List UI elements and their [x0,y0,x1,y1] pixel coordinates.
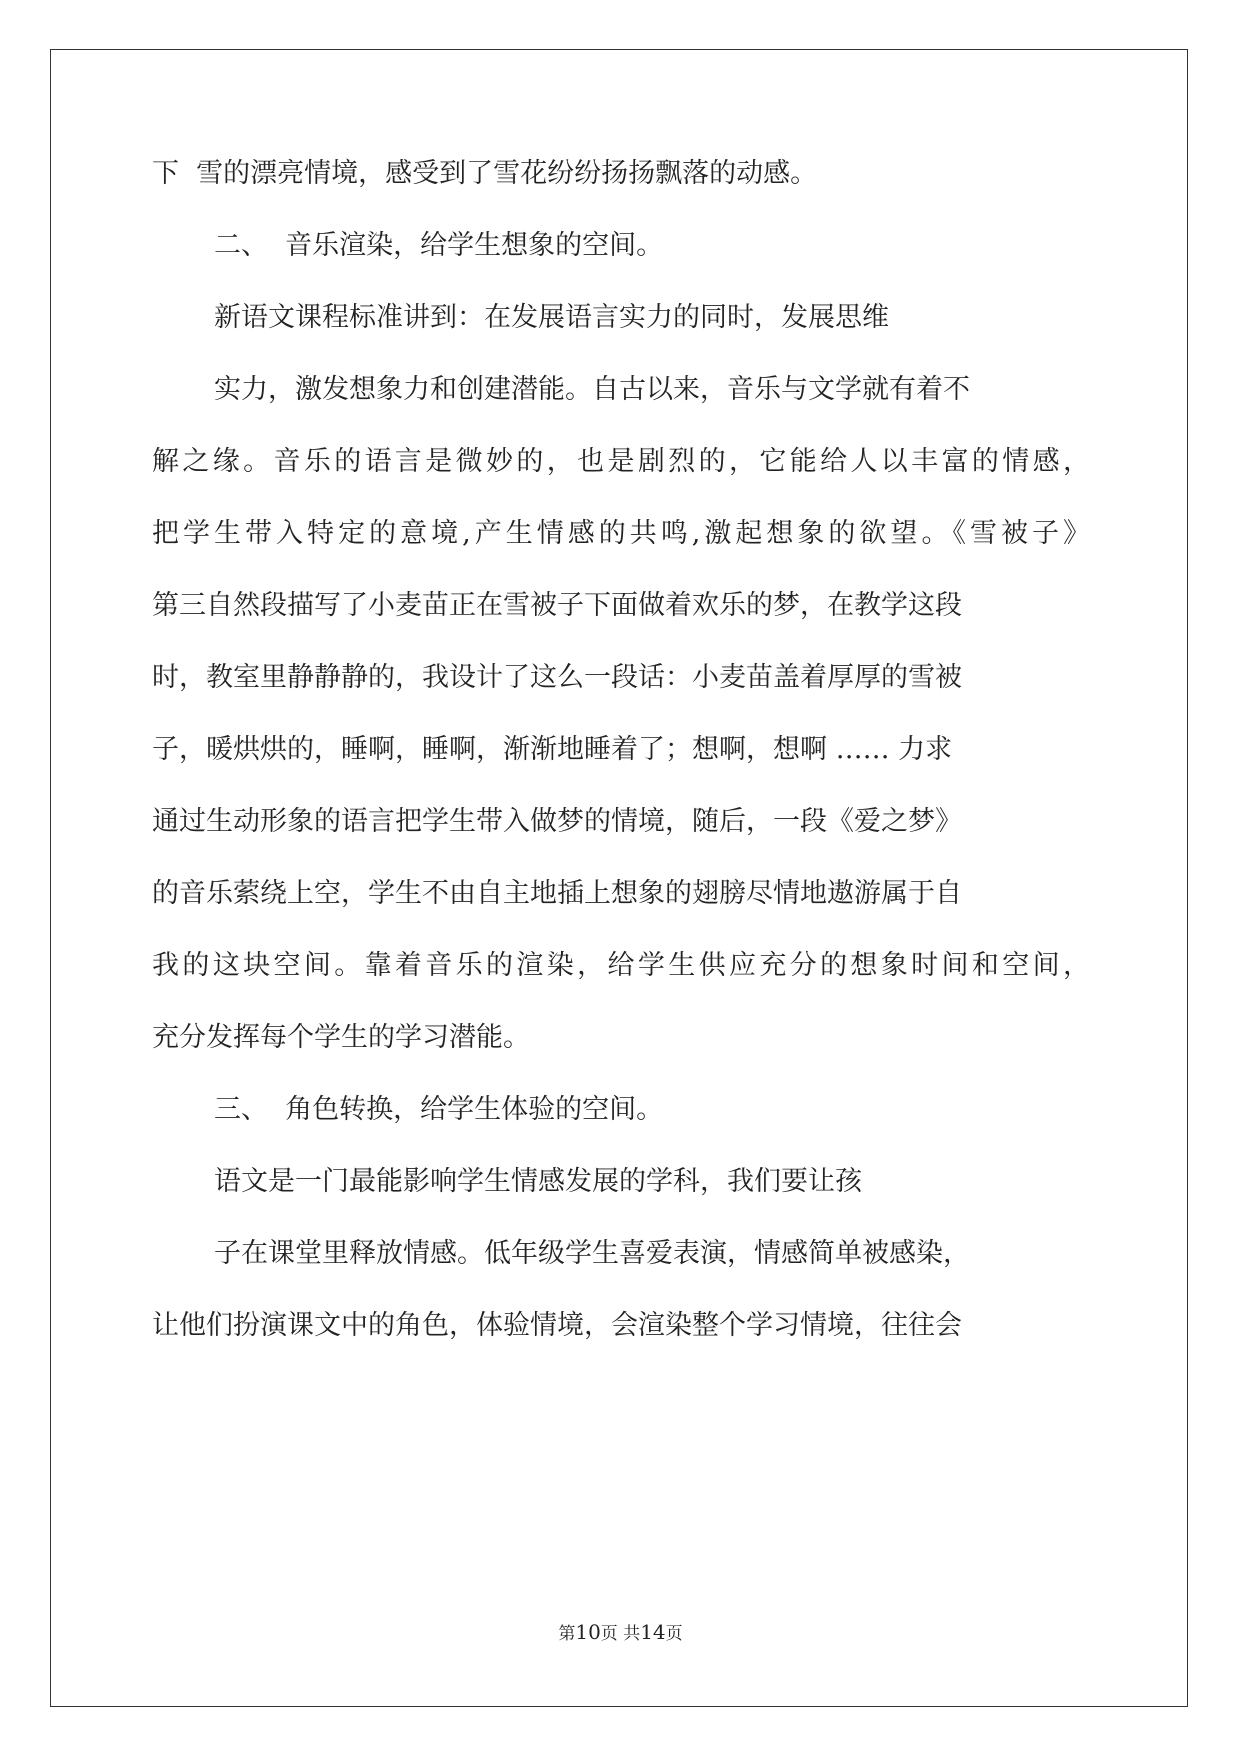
text-line: 语文是一门最能影响学生情感发展的学科，我们要让孩 [214,1166,862,1197]
page-number-mid: 页 共 [600,1624,641,1644]
text-line: 新语文课程标准讲到：在发展语言实力的同时，发展思维 [214,302,889,333]
text-line: 实力，激发想象力和创建潜能。自古以来，音乐与文学就有着不 [214,374,970,405]
text-line: 下 雪的漂亮情境，感受到了雪花纷纷扬扬飘落的动感。 [152,158,818,189]
text-line: 子，暖烘烘的，睡啊，睡啊，渐渐地睡着了；想啊，想啊 …… 力求 [152,734,953,765]
text-line: 第三自然段描写了小麦苗正在雪被子下面做着欢乐的梦，在教学这段 [152,590,962,621]
text-line: 让他们扮演课文中的角色，体验情境，会渲染整个学习情境，往往会 [152,1310,962,1341]
page-footer [0,1619,1241,1644]
text-line: 时，教室里静静静的，我设计了这么一段话：小麦苗盖着厚厚的雪被 [152,662,962,693]
section-heading: 二、 音乐渲染，给学生想象的空间。 [214,230,664,261]
text-line: 解之缘。音乐的语言是微妙的，也是剧烈的，它能给人以丰富的情感， [152,446,1090,477]
text-line: 把学生带入特定的意境,产生情感的共鸣,激起想象的欲望。《雪被子》 [152,518,1090,549]
page-number-current: 10 [575,1620,601,1644]
text-line: 通过生动形象的语言把学生带入做梦的情境，随后，一段《爱之梦》 [152,806,962,837]
text-line: 充分发挥每个学生的学习潜能。 [152,1022,530,1053]
section-heading: 三、 角色转换，给学生体验的空间。 [214,1094,664,1125]
text-line: 我的这块空间。靠着音乐的渲染，给学生供应充分的想象时间和空间， [152,950,1090,981]
page-number-suffix: 页 [665,1624,683,1644]
page-number-prefix: 第 [558,1624,576,1644]
page-number-total: 14 [640,1620,666,1644]
text-line: 的音乐萦绕上空，学生不由自主地插上想象的翅膀尽情地遨游属于自 [152,878,962,909]
text-line: 子在课堂里释放情感。低年级学生喜爱表演，情感简单被感染， [214,1238,970,1269]
